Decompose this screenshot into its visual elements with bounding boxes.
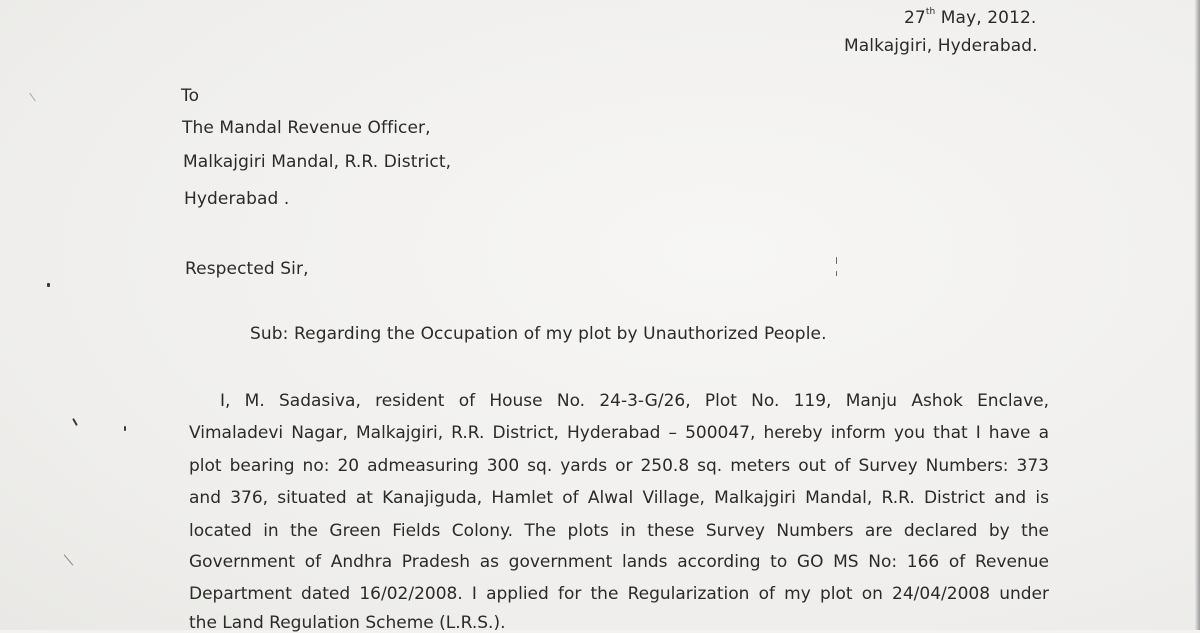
body-line: Department dated 16/02/2008. I applied for the Regularization of my plot on 24/04/2008 under bbox=[189, 584, 1049, 604]
recipient-line: Malkajgiri Mandal, R.R. District, bbox=[183, 152, 452, 172]
body-line: the Land Regulation Scheme (L.R.S.). bbox=[189, 613, 506, 633]
body-line: Vimaladevi Nagar, Malkajgiri, R.R. District, Hyderabad – 500047, hereby inform you that I have a bbox=[189, 423, 1049, 443]
body-line: plot bearing no: 20 admeasuring 300 sq. yards or 250.8 sq. meters out of Survey Numbers: 373 bbox=[189, 456, 1049, 476]
scan-speck bbox=[124, 426, 126, 431]
scan-speck bbox=[29, 93, 36, 102]
scan-speck bbox=[47, 283, 50, 287]
body-line: located in the Green Fields Colony. The plots in these Survey Numbers are declared by the bbox=[189, 521, 1049, 541]
recipient-line: Hyderabad . bbox=[184, 189, 290, 209]
recipient-line: The Mandal Revenue Officer, bbox=[182, 118, 431, 138]
page-edge-shadow bbox=[1194, 0, 1200, 630]
scan-speck bbox=[72, 418, 78, 426]
scan-speck bbox=[836, 257, 837, 264]
subject-line: Sub: Regarding the Occupation of my plot by Unauthorized People. bbox=[250, 324, 827, 344]
body-line: Government of Andhra Pradesh as government lands according to GO MS No: 166 of Revenue bbox=[189, 552, 1049, 572]
scan-speck bbox=[836, 271, 837, 276]
letter-place: Malkajgiri, Hyderabad. bbox=[844, 36, 1038, 56]
body-line: I, M. Sadasiva, resident of House No. 24-3-G/26, Plot No. 119, Manju Ashok Enclave, bbox=[220, 391, 1049, 411]
body-line: and 376, situated at Kanajiguda, Hamlet of Alwal Village, Malkajgiri Mandal, R.R. District and is bbox=[189, 488, 1049, 508]
addressee-to: To bbox=[181, 86, 200, 106]
scan-speck bbox=[64, 554, 74, 565]
salutation: Respected Sir, bbox=[185, 259, 309, 279]
letter-date: 27th May, 2012. bbox=[904, 7, 1037, 28]
